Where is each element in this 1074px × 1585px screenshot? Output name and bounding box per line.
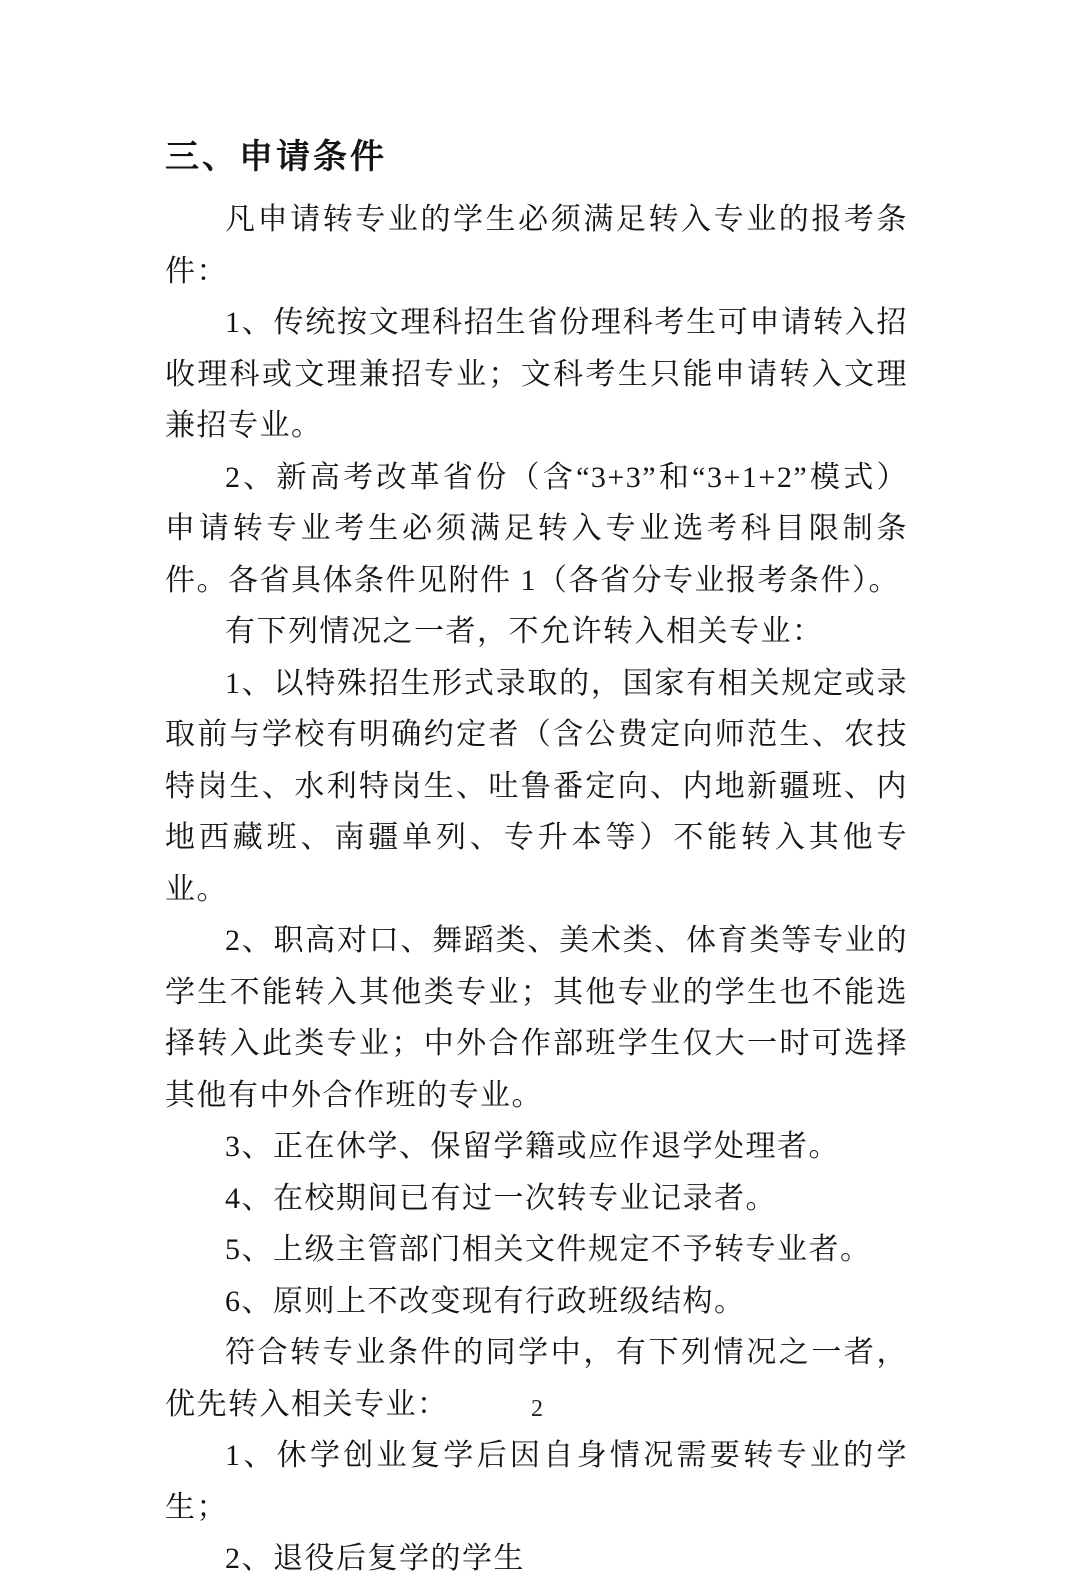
paragraph-disallow-2: 2、职高对口、舞蹈类、美术类、体育类等专业的学生不能转入其他类专业；其他专业的学生也不能选择转入此类专业；中外合作部班学生仅大一时可选择其他有中外合作班的专业。 [165, 924, 908, 1112]
paragraph-disallow-5: 5、上级主管部门相关文件规定不予转专业者。 [225, 1233, 872, 1266]
paragraph-priority-intro: 符合转专业条件的同学中，有下列情况之一者，优先转入相关专业： [165, 1336, 908, 1421]
section-heading: 三、申请条件 [165, 139, 387, 176]
paragraph-disallow-4: 4、在校期间已有过一次转专业记录者。 [225, 1181, 777, 1215]
paragraph-disallow-1: 1、以特殊招生形式录取的，国家有相关规定或录取前与学校有明确约定者（含公费定向师范生、农技特岗生、水利特岗生、吐鲁番定向、内地新疆班、内地西藏班、南疆单列、专升本等）不能转入其他专业。 [165, 666, 908, 906]
paragraph-condition-2: 2、新高考改革省份（含“3+3”和“3+1+2”模式）申请转专业考生必须满足转入专业选考科目限制条件。各省具体条件见附件 1（各省分专业报考条件）。 [165, 460, 908, 597]
page-number: 2 [531, 1396, 543, 1422]
paragraph-disallow-intro: 有下列情况之一者，不允许转入相关专业： [225, 615, 824, 648]
paragraph-condition-1: 1、传统按文理科招生省份理科考生可申请转入招收理科或文理兼招专业；文科考生只能申请转入文理兼招专业。 [165, 306, 908, 442]
page-footer [0, 1396, 1074, 1423]
paragraph-disallow-6: 6、原则上不改变现有行政班级结构。 [225, 1284, 746, 1318]
paragraph-priority-1: 1、休学创业复学后因自身情况需要转专业的学生； [165, 1439, 908, 1524]
paragraph-intro: 凡申请转专业的学生必须满足转入专业的报考条件： [165, 203, 908, 288]
paragraph-priority-2: 2、退役后复学的学生 [225, 1542, 525, 1575]
paragraph-disallow-3: 3、正在休学、保留学籍或应作退学处理者。 [225, 1130, 840, 1163]
